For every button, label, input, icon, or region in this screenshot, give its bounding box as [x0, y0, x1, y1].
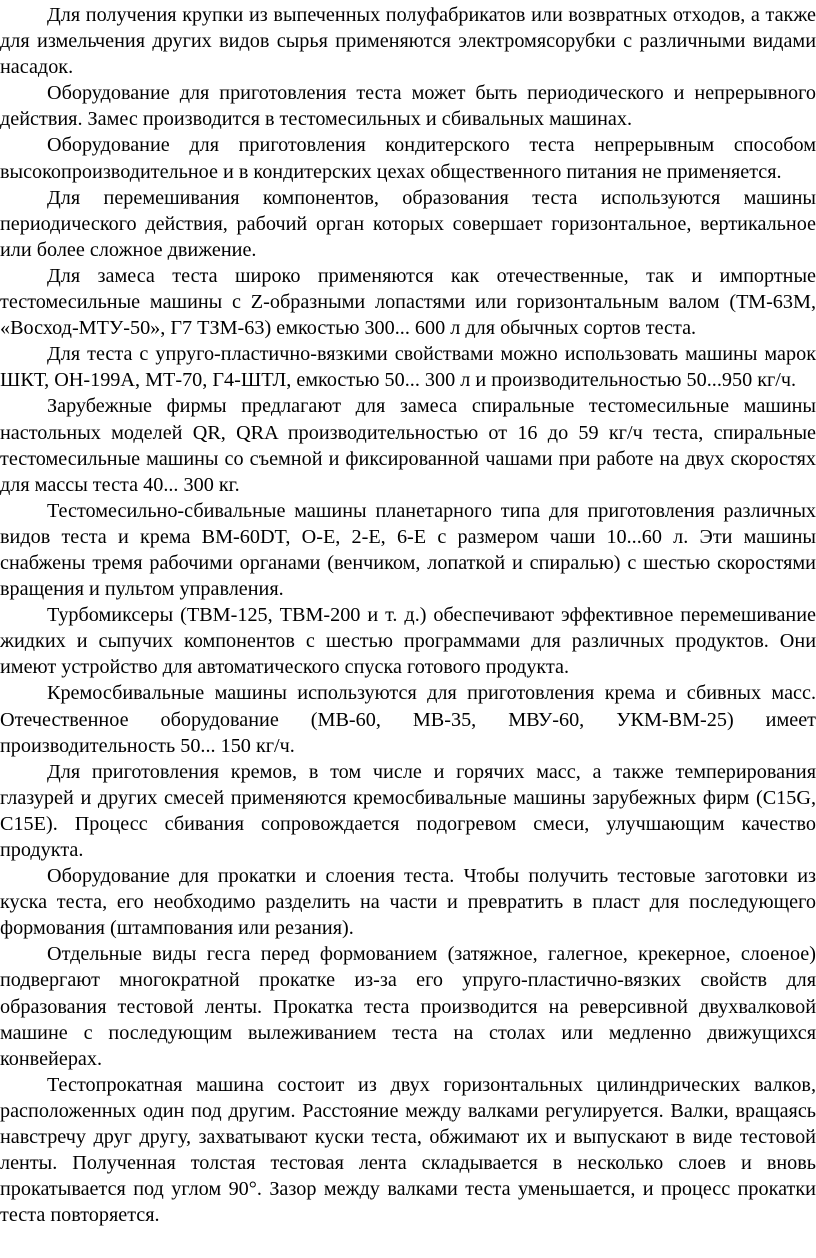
paragraph: Для получения крупки из выпеченных полуфабрикатов или возвратных отходов, а также для измельчения других видов сырья применяются электромясорубки с различными видами насадок.	[0, 4, 816, 79]
paragraph: Зарубежные фирмы предлагают для замеса спиральные тестомесильные машины настольных моделей QR, QRA производительностью от 16 до 59 кг/ч теста, спиральные тестомесильные машины со съемной и фиксированной чашами при работе на двух скоростях для массы теста 40... 300 кг.	[0, 395, 816, 496]
paragraph: Отдельные виды гесга перед формованием (затяжное, галегное, крекерное, слоеное) подвергают многократной прокатке из-за его упруго-пластично-вязких свойств для образования тестовой ленты. Прокатка теста производится на реверсивной двухвалковой машине с последующим вылеживанием теста на столах или медленно движущихся конвейерах.	[0, 943, 816, 1070]
paragraph: Для приготовления кремов, в том числе и горячих масс, а также темперирования глазурей и других смесей применяются кремосбивальные машины зарубежных фирм (C15G, C15E). Процесс сбивания сопровождается подогревом смеси, улучшающим качество продукта.	[0, 760, 816, 861]
paragraph: Оборудование для прокатки и слоения теста. Чтобы получить тестовые заготовки из куска теста, его необходимо разделить на части и превратить в пласт для последующего формования (штампования или резания).	[0, 865, 816, 940]
paragraph: Оборудование для приготовления теста может быть периодического и непрерывного действия. Замес производится в тестомесильных и сбивальных машинах.	[0, 82, 816, 131]
paragraph: Для замеса теста широко применяются как отечественные, так и импортные тестомесильные машины с Z-образными лопастями или горизонтальным валом (ТМ-63М, «Восход-МТУ-50», Г7 ТЗМ-63) емкостью 300... 600 л для обычных сортов теста.	[0, 264, 816, 340]
paragraph: Оборудование для приготовления кондитерского теста непрерывным способом высокопроизводительное и в кондитерских цехах общественного питания не применяется.	[0, 134, 816, 183]
paragraph: Турбомиксеры (ТВМ-125, ТВМ-200 и т. д.) обеспечивают эффективное перемешивание жидких и сыпучих компонентов с шестью программами для различных продуктов. Они имеют устройство для автоматического спуска готового продукта.	[0, 604, 816, 679]
paragraph: Для теста с упруго-пластично-вязкими свойствами можно использовать машины марок ШКТ, ОН-199А, МТ-70, Г4-ШТЛ, емкостью 50... 300 л и производительностью 50...950 кг/ч.	[0, 343, 816, 392]
paragraph: Тестопрокатная машина состоит из двух горизонтальных цилиндрических валков, расположенных один под другим. Расстояние между валками регулируется. Валки, вращаясь навстречу друг другу, захватывают куски теста, обжимают их и выпускают в виде тестовой ленты. Полученная толстая тестовая лента складывается в несколько слоев и вновь прокатывается под углом 90°. Зазор между валками теста уменьшается, и процесс прокатки теста повторяется.	[0, 1073, 816, 1227]
paragraph: Кремосбивальные машины используются для приготовления крема и сбивных масс. Отечественное оборудование (МВ-60, МВ-35, МВУ-60, УКМ-ВМ-25) имеет производительность 50... 150 кг/ч.	[0, 682, 816, 757]
paragraph: Тестомесильно-сбивальные машины планетарного типа для приготовления различных видов теста и крема ВМ-60DT, О-Е, 2-Е, 6-Е с размером чаши 10...60 л. Эти машины снабжены тремя рабочими органами (венчиком, лопаткой и спиралью) с шестью скоростями вращения и пультом управления.	[0, 499, 816, 601]
paragraph: Для перемешивания компонентов, образования теста используются машины периодического действия, рабочий орган которых совершает горизонтальное, вертикальное или более сложное движение.	[0, 186, 816, 261]
